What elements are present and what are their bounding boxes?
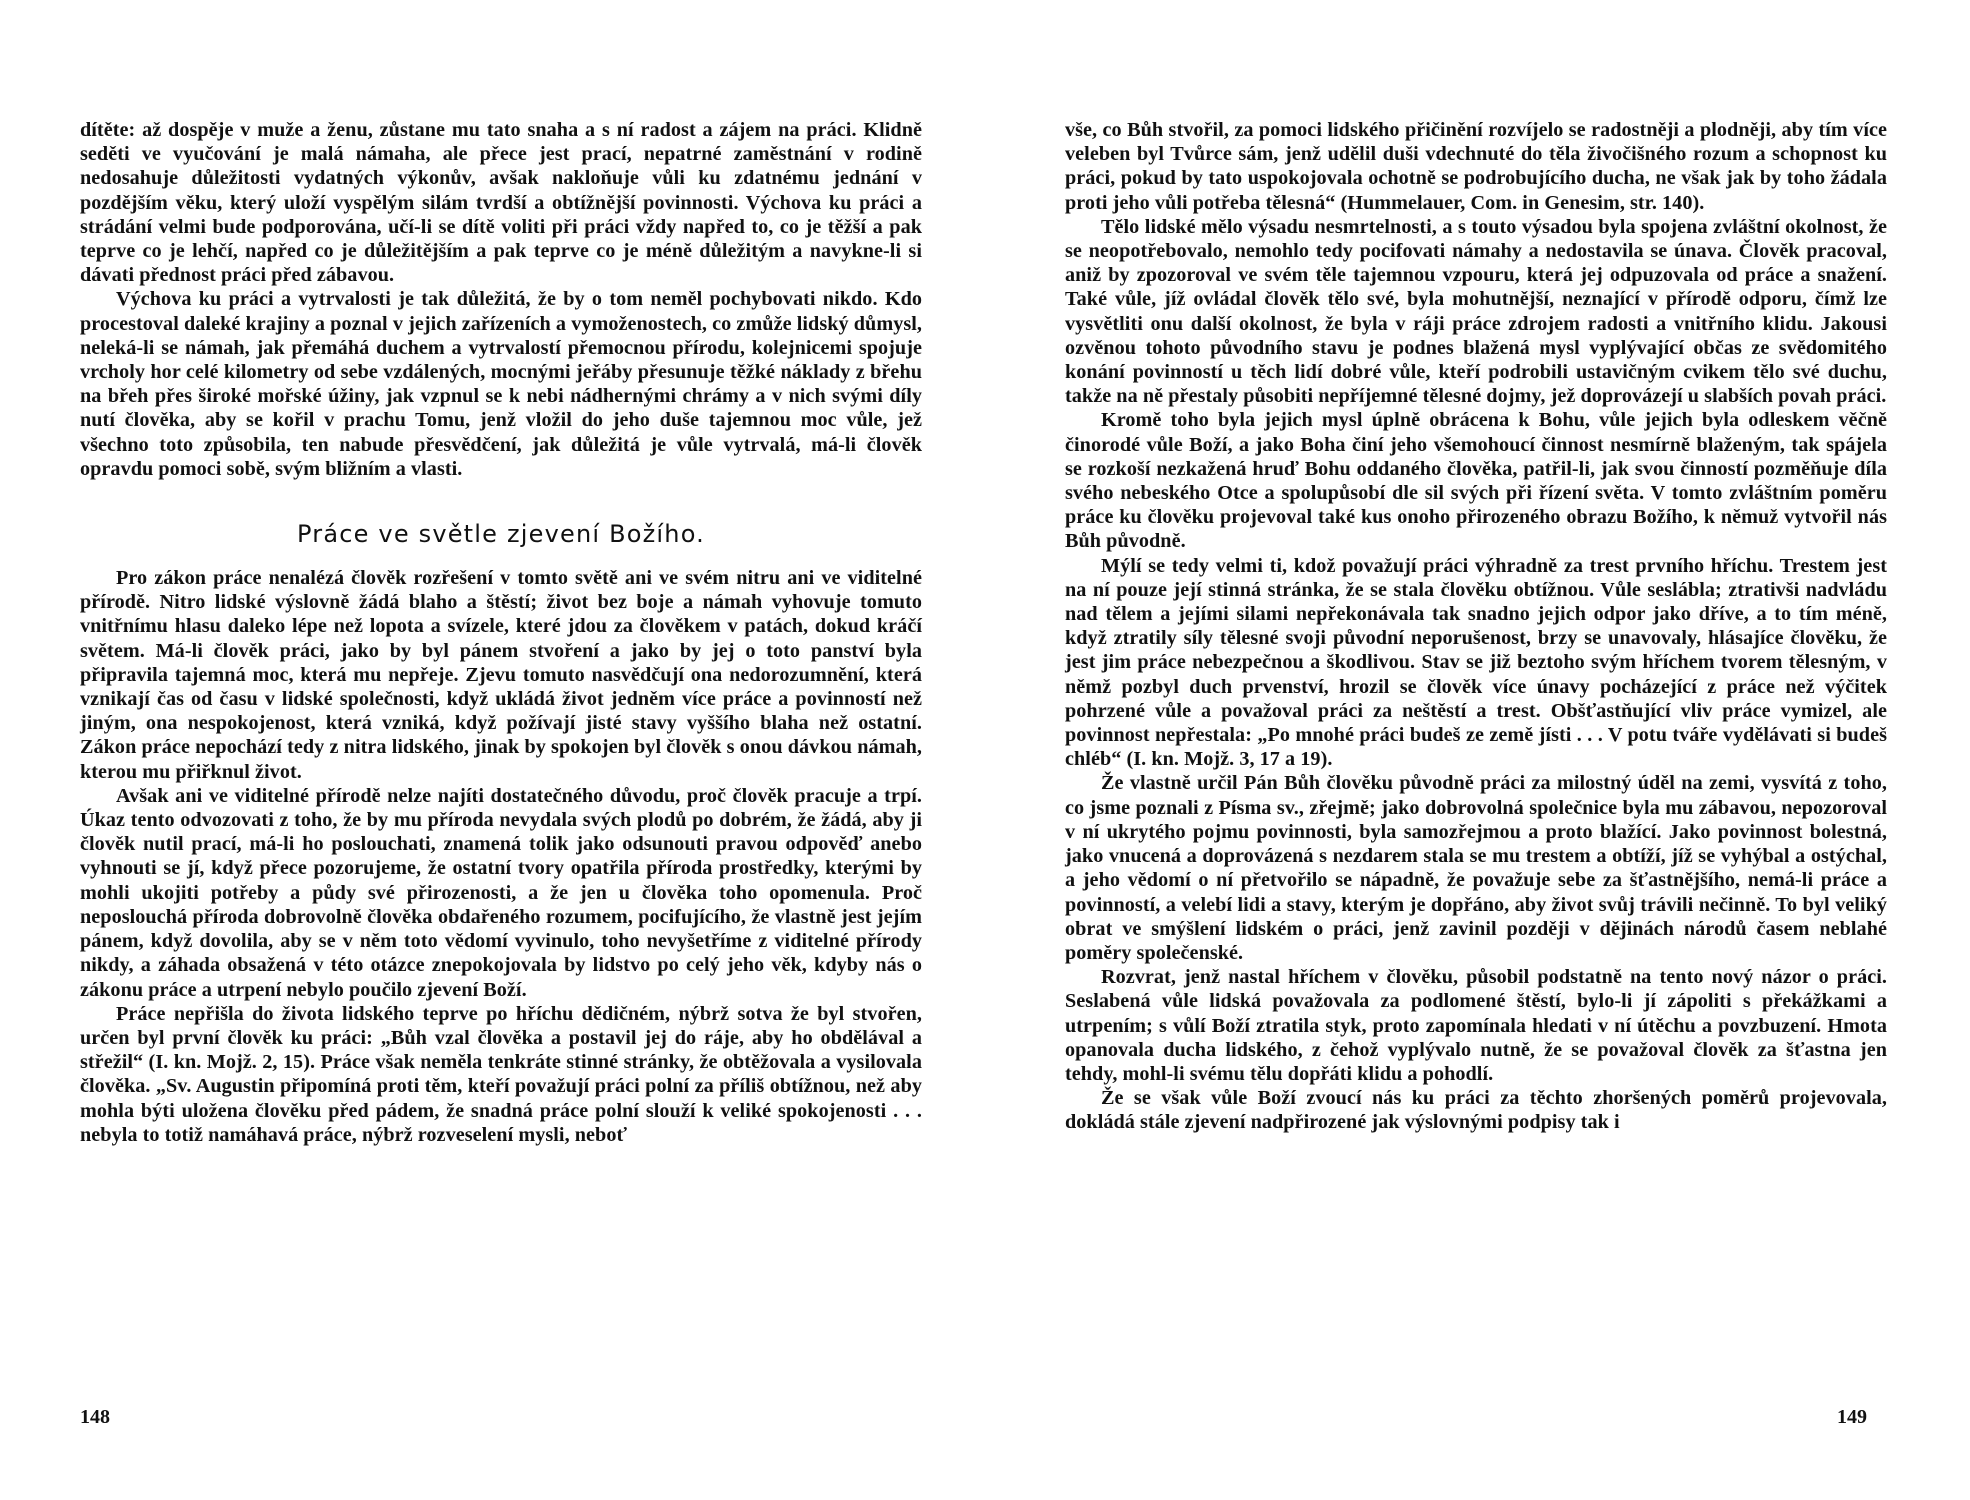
paragraph: Že se však vůle Boží zvoucí nás ku práci za těchto zhoršených poměrů projevovala, dokládá stále zjevení nadpřirozené jak výslovnými podpisy tak i bbox=[1065, 1087, 1887, 1134]
paragraph: Výchova ku práci a vytrvalosti je tak důležitá, že by o tom neměl pochybovati nikdo. Kdo procestoval daleké krajiny a poznal v jejich zařízeních a vymoženostech, co zmůže lidský důmysl, neleká-li se námah, jak přemáhá duchem a vytrvalostí přemocnou přírodu, kolejnicemi spojuje vrcholy hor celé kilometry od sebe vzdálených, mocnými jeřáby přesunuje těžké náklady z břehu na břeh přes široké mořské úžiny, jak vzpnul se k nebi nádhernými chrámy a v nich svými díly nutí člověka, aby se kořil v prachu Tomu, jenž vložil do jeho duše tajemnou moc vůle, jež všechno toto způsobila, ten nabude přesvědčení, jak důležitá je vůle vytrvalá, má-li člověk opravdu pomoci sobě, svým bližním a vlasti. bbox=[80, 288, 922, 480]
left-text-column bbox=[80, 118, 922, 1147]
paragraph-continuation: dítěte: až dospěje v muže a ženu, zůstane mu tato snaha a s ní radost a zájem na práci. Klidně seděti ve vyučování je malá námaha, ale přece jest prací, nepatrné zaměstnání v rodině nedosahuje důležitosti vydatných výkonův, avšak nakloňuje vůli ku zdatnému jednání v pozdějším věku, který uloží vyspělým silám tvrdší a obtížnější povinnosti. Výchova ku práci a strádání velmi bude podporována, učí-li se dítě voliti při práci vždy napřed to, co je těžší a pak teprve co je lehčí, napřed co je důležitějším a pak teprve co je méně důležitým a navykne-li si dávati přednost práci před zábavou. bbox=[80, 119, 922, 287]
paragraph: Avšak ani ve viditelné přírodě nelze najíti dostatečného důvodu, proč člověk pracuje a trpí. Úkaz tento odvozovati z toho, že by mu příroda nevydala svých plodů po dobrém, že žádá, aby ji člověk nutil prací, má-li ho poslouchati, znamená tolik jako odsunouti pravou odpověď anebo vyhnouti se jí, když přece pozorujeme, že ostatní tvory opatřila příroda prostředky, kterými by mohli ukojiti potřeby a půdy své přirozenosti, a že jen u člověka toho opomenula. Proč neposlouchá příroda dobrovolně člověka obdařeného rozumem, pocifujícího, že vlastně jest jejím pánem, když dovolila, aby se v něm toto vědomí vyvinulo, toho nevyšetříme z viditelné přírody nikdy, a záhada obsažená v této otázce znepokojovala by lidstvo po celý jeho věk, kdyby nás o zákonu práce a utrpení nebylo poučilo zjevení Boží. bbox=[80, 784, 922, 1001]
paragraph: Tělo lidské mělo výsadu nesmrtelnosti, a s touto výsadou byla spojena zvláštní okolnost, že se neopotřebovalo, nemohlo tedy pocifovati námahy a nedostavila se únava. Člověk pracoval, aniž by zpozoroval ve svém těle tajemnou vzpouru, která jej odpuzovala od práce a snažení. Také vůle, jíž ovládal člověk tělo své, byla mohutnější, neznající v přírodě odporu, čímž lze vysvětliti onu další okolnost, že byla v ráji práce zdrojem radosti a vnitřního klidu. Jakousi ozvěnou tohoto původního stavu je podnes blažená mysl vyplývající občas ze svědomitého konání povinností u těch lidí dobré vůle, kteří podrobili ustavičným cvikem tělo své duchu, takže na ně přestaly působiti nepříjemné tělesné dojmy, jež doprovázejí u slabších povah práci. bbox=[1065, 215, 1887, 408]
page-number-right: 149 bbox=[1837, 1406, 1867, 1428]
right-page bbox=[985, 0, 1970, 1500]
paragraph: Pro zákon práce nenalézá člověk rozřešení v tomto světě ani ve svém nitru ani ve viditelné přírodě. Nitro lidské výslovně žádá blaho a štěstí; život bez boje a námah vyhovuje tomuto vnitřnímu hlasu daleko lépe než lopota a svízele, které jdou za člověkem v patách, dokud kráčí světem. Má-li člověk práci, jako by byl pánem stvoření a jako by jej o toto panství byla připravila tajemná moc, která mu nepřeje. Zjevu tomuto nasvědčují ona nedorozumnění, která vznikají čas od času v lidské společnosti, když ukládá život jedněm více práce a povinností než jiným, ona nespokojenost, která vzniká, když požívají jisté stavy vyššího blaha než ostatní. Zákon práce nepochází tedy z nitra lidského, jinak by spokojen byl člověk s onou dávkou námah, kterou mu přiřknul život. bbox=[80, 567, 922, 783]
paragraph: Práce nepřišla do života lidského teprve po hříchu dědičném, nýbrž sotva že byl stvořen, určen byl první člověk ku práci: „Bůh vzal člověka a postavil jej do ráje, aby ho obdělával a střežil“ (I. kn. Mojž. 2, 15). Práce však neměla tenkráte stinné stránky, že obtěžovala a vysilovala člověka. „Sv. Augustin připomíná proti těm, kteří považují práci polní za příliš obtížnou, než aby mohla býti uložena člověku před pádem, že snadná práce polní slouží k veliké spokojenosti . . . nebyla to totiž namáhavá práce, nýbrž rozveselení mysli, neboť bbox=[80, 1002, 922, 1146]
paragraph: Rozvrat, jenž nastal hříchem v člověku, působil podstatně na tento nový názor o práci. Seslabená vůle lidská považovala za podlomené štěstí, bylo-li jí zápoliti s překážkami a utrpením; s vůlí Boží ztratila styk, proto zapomínala hledati v ní útěchu a povzbuzení. Hmota opanovala ducha lidského, z čehož vyplývalo nutně, že se považoval člověk za šťastna jen tehdy, mohl-li svému tělu dopřáti klidu a pohodlí. bbox=[1065, 966, 1887, 1085]
paragraph: Že vlastně určil Pán Bůh člověku původně práci za milostný úděl na zemi, vysvítá z toho, co jsme poznali z Písma sv., zřejmě; jako dobrovolná společnice byla mu zábavou, nepozoroval v ní ukrytého pojmu povinnosti, byla samozřejmou a proto blažící. Jako povinnost bolestná, jako vnucená a doprovázená s nezdarem stala se mu trestem a obtíží, jíž se vyhýbal a ostýchal, a jeho vědomí o ní přetvořilo se nápadně, že považuje sebe za šťastnějšího, nemá-li práce a povinností, a velebí lidi a stavy, kterým je dopřáno, aby život svůj trávili nečinně. To byl veliký obrat ve smýšlení lidském o práci, jenž zavinil později v dějinách národů časem neblahé poměry společenské. bbox=[1065, 772, 1887, 964]
paragraph: Mýlí se tedy velmi ti, kdož považují práci výhradně za trest prvního hříchu. Trestem jest na ní pouze její stinná stránka, že se stala člověku obtížnou. Vůle seslábla; ztrativši nadvládu nad tělem a jejími silami nepřekonávala tak snadno jejich odpor jako dříve, a to tím méně, když ztratily síly tělesné svoji původní neporušenost, brzy se unavovaly, hlásajíce člověku, že jest jim práce nebezpečnou a škodlivou. Stav se již beztoho svým hříchem tvorem tělesným, v němž pozbyl duch prvenství, hrozil se člověk více únavy pocházející z práce než výčitek pohrzené vůle a považoval práci za neštěstí a trest. Obšťastňující vliv práce vymizel, ale povinnost nepřestala: „Po mnohé práci budeš ze země jísti . . . V potu tváře vydělávati si budeš chléb“ (I. kn. Mojž. 3, 17 a 19). bbox=[1065, 554, 1887, 771]
page-number-left: 148 bbox=[80, 1406, 110, 1428]
paragraph-continuation: vše, co Bůh stvořil, za pomoci lidského přičinění rozvíjelo se radostněji a plodněji, aby tím více veleben byl Tvůrce sám, jenž udělil duši vdechnuté do těla živočišného rozum a schopnost ku práci, pokud by tato uspokojovala ochotně se podrobujícího ducha, ne však jak by toho žádala proti jeho vůli potřeba tělesná“ (Hummelauer, Com. in Genesim, str. 140). bbox=[1065, 119, 1887, 214]
right-text-column bbox=[1065, 118, 1887, 1135]
paragraph: Kromě toho byla jejich mysl úplně obrácena k Bohu, vůle jejich byla odleskem věčně činorodé vůle Boží, a jako Boha činí jeho všemohoucí činnost nesmírně blaženým, tak spájela se rozkoší nezkažená hruď Bohu oddaného člověka, patřil-li, jak svou činností pozměňuje díla svého nebeského Otce a spolupůsobí dle sil svých při řízení světa. V tomto zvláštním poměru práce ku člověku projevoval také kus onoho přirozeného obrazu Božího, k němuž vytvořil nás Bůh původně. bbox=[1065, 409, 1887, 553]
section-heading: Práce ve světle zjevení Božího. bbox=[297, 520, 705, 549]
